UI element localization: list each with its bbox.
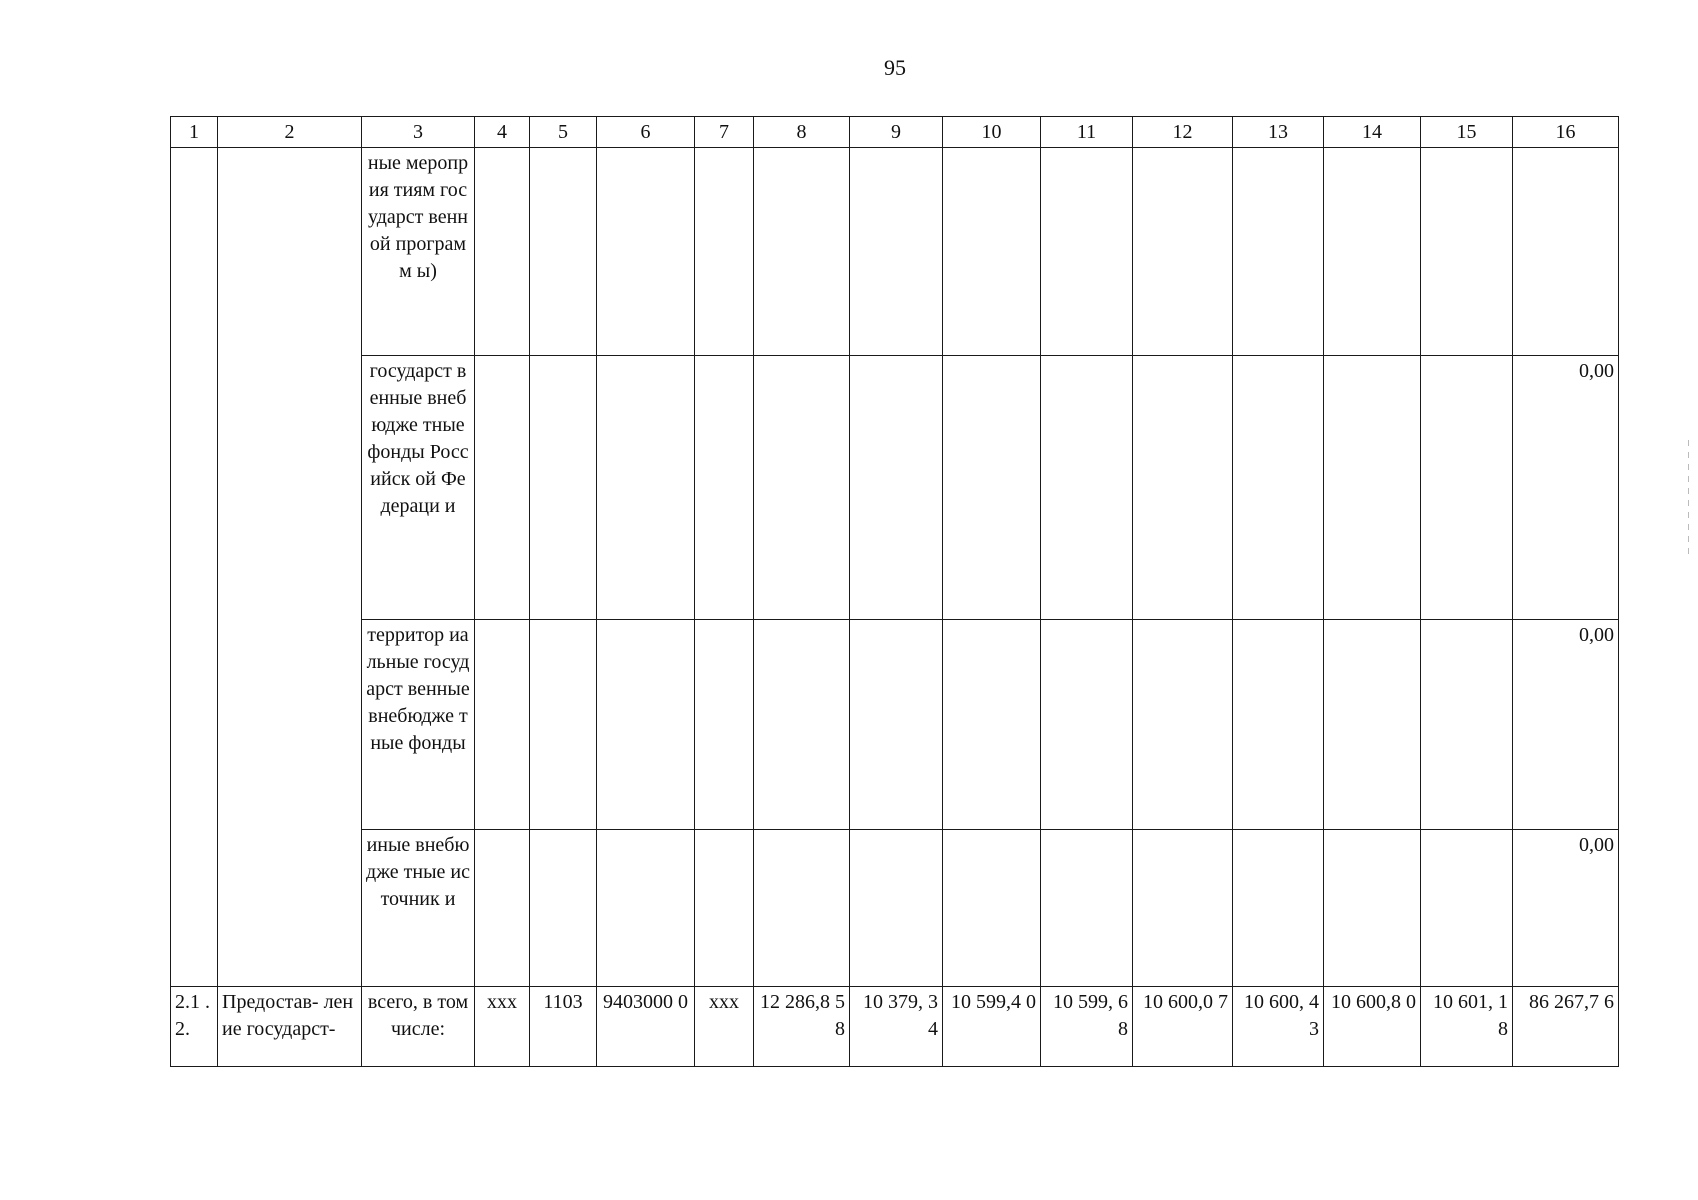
source-row [171, 620, 1619, 830]
header-cell: 4 [475, 117, 530, 148]
source-row [171, 356, 1619, 620]
csr-code-cell: 9403000 0 [597, 987, 695, 1067]
header-cell: 6 [597, 117, 695, 148]
header-cell: 2 [218, 117, 362, 148]
header-cell: 9 [850, 117, 943, 148]
header-cell: 7 [695, 117, 754, 148]
funding-source-cell: иные внебюдже тные источник и [362, 830, 475, 987]
empty-cell [218, 148, 362, 987]
header-cell: 11 [1041, 117, 1133, 148]
header-row [171, 117, 1619, 148]
funding-source-cell: ные мероприя тиям государст венной программ ы) [362, 148, 475, 356]
funding-source-cell: всего, в том числе: [362, 987, 475, 1067]
item-row [171, 987, 1619, 1067]
header-cell: 3 [362, 117, 475, 148]
funding-source-cell: государст венные внебюдже тные фонды Российск ой Федераци и [362, 356, 475, 620]
header-cell: 1 [171, 117, 218, 148]
header-cell: 10 [943, 117, 1041, 148]
item-name-cell: Предостав- ление государст- [218, 987, 362, 1067]
total-cell [1513, 148, 1619, 356]
empty-cell [171, 148, 218, 987]
grbs-code-cell: ххх [475, 987, 530, 1067]
budget-table [170, 116, 1619, 1067]
row-number-cell: 2.1 .2. [171, 987, 218, 1067]
year-value-cell: 10 599, 68 [1041, 987, 1133, 1067]
header-cell: 12 [1133, 117, 1233, 148]
year-value-cell: 10 600,0 7 [1133, 987, 1233, 1067]
year-value-cell: 10 599,4 0 [943, 987, 1041, 1067]
header-cell: 13 [1233, 117, 1324, 148]
page-number: 95 [884, 55, 906, 80]
vr-code-cell: ххх [695, 987, 754, 1067]
year-value-cell: 10 600, 43 [1233, 987, 1324, 1067]
total-cell: 0,00 [1513, 830, 1619, 987]
source-row [171, 830, 1619, 987]
year-value-cell: 10 379, 34 [850, 987, 943, 1067]
year-value-cell: 12 286,8 58 [754, 987, 850, 1067]
total-cell: 0,00 [1513, 356, 1619, 620]
year-value-cell: 10 600,8 0 [1324, 987, 1421, 1067]
header-cell: 5 [530, 117, 597, 148]
header-cell: 8 [754, 117, 850, 148]
header-cell: 16 [1513, 117, 1619, 148]
source-row [171, 148, 1619, 356]
funding-source-cell: территор иальные государст венные внебюдже тные фонды [362, 620, 475, 830]
header-cell: 14 [1324, 117, 1421, 148]
header-cell: 15 [1421, 117, 1513, 148]
year-value-cell: 10 601, 18 [1421, 987, 1513, 1067]
total-cell: 86 267,7 6 [1513, 987, 1619, 1067]
rzpr-code-cell: 1103 [530, 987, 597, 1067]
scan-edge-mark [1688, 440, 1689, 560]
total-cell: 0,00 [1513, 620, 1619, 830]
